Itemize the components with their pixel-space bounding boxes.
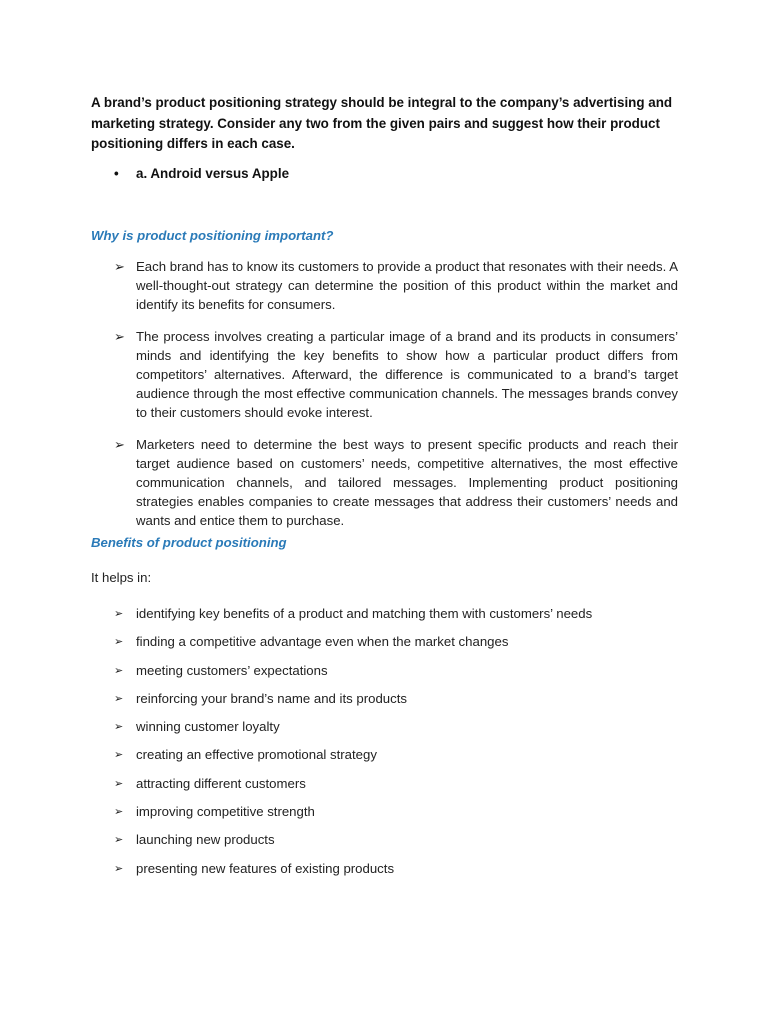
benefit-text: reinforcing your brand’s name and its products [136, 690, 407, 706]
benefit-text: attracting different customers [136, 775, 306, 791]
list-item [114, 327, 678, 423]
list-item [114, 257, 678, 315]
benefit-text: meeting customers’ expectations [136, 662, 328, 678]
list-item [114, 717, 678, 745]
list-item [114, 745, 678, 773]
arrow-bullet-icon: ➢ [114, 834, 124, 847]
list-item [114, 604, 678, 632]
list-item [114, 830, 678, 858]
arrow-bullet-icon: ➢ [114, 259, 125, 274]
arrow-bullet-icon: ➢ [114, 862, 124, 875]
arrow-bullet-icon: ➢ [114, 636, 124, 649]
benefit-text: creating an effective promotional strategy [136, 747, 377, 763]
list-item [114, 435, 678, 531]
benefit-text: presenting new features of existing products [136, 860, 395, 876]
list-item [114, 859, 678, 887]
arrow-bullet-icon: ➢ [114, 692, 124, 705]
benefit-text: improving competitive strength [136, 804, 315, 820]
section-heading-benefits: Benefits of product positioning [91, 535, 287, 550]
list-item [114, 689, 678, 717]
arrow-bullet-icon: ➢ [114, 328, 125, 344]
arrow-bullet-icon: ➢ [114, 664, 124, 677]
list-item [114, 774, 678, 802]
arrow-bullet-icon: ➢ [114, 777, 124, 790]
benefits-intro: It helps in: [91, 570, 152, 585]
list-item [114, 661, 678, 689]
paragraph-text: Marketers need to determine the best ways to present specific products and reach their target audience based on customers’ needs, competitive alternatives, the most effective communication channels, and tailored messages. Implementing product positioning strategies enables companies to create messages that address their customers’ needs and wants and entice them to purchase. [136, 436, 678, 529]
bullet-icon: • [114, 166, 119, 181]
benefit-text: launching new products [136, 832, 275, 848]
section-heading-importance: Why is product positioning important? [91, 228, 334, 243]
benefit-text: winning customer loyalty [136, 719, 280, 735]
benefit-text: finding a competitive advantage even when the market changes [136, 634, 509, 650]
arrow-bullet-icon: ➢ [114, 749, 124, 762]
paragraph-text: The process involves creating a particular image of a brand and its products in consumers’ minds and identifying the key benefits to show how a particular product differs from competitors’ alternatives. Afterward, the difference is communicated to a brand’s target audience through the most effective communication channels. The messages brands convey to their customers should evoke interest. [136, 328, 678, 421]
assignment-question: A brand’s product positioning strategy should be integral to the company’s advertising and marketing strategy. Consider any two from the given pairs and suggest how their product positioning differs in each case. [91, 95, 673, 151]
list-item [114, 802, 678, 830]
benefit-text: identifying key benefits of a product and matching them with customers’ needs [136, 606, 593, 621]
question-option [114, 164, 289, 184]
paragraph-text: Each brand has to know its customers to provide a product that resonates with their needs. A well-thought-out strategy can determine the position of this product within the market and identify its benefits for consumers. [136, 259, 678, 313]
arrow-bullet-icon: ➢ [114, 608, 124, 620]
arrow-bullet-icon: ➢ [114, 806, 124, 819]
arrow-bullet-icon: ➢ [114, 721, 124, 734]
list-item [114, 632, 678, 660]
importance-list [114, 257, 678, 531]
question-option-text: a. Android versus Apple [136, 166, 290, 181]
arrow-bullet-icon: ➢ [114, 436, 125, 452]
benefits-list [114, 604, 678, 887]
